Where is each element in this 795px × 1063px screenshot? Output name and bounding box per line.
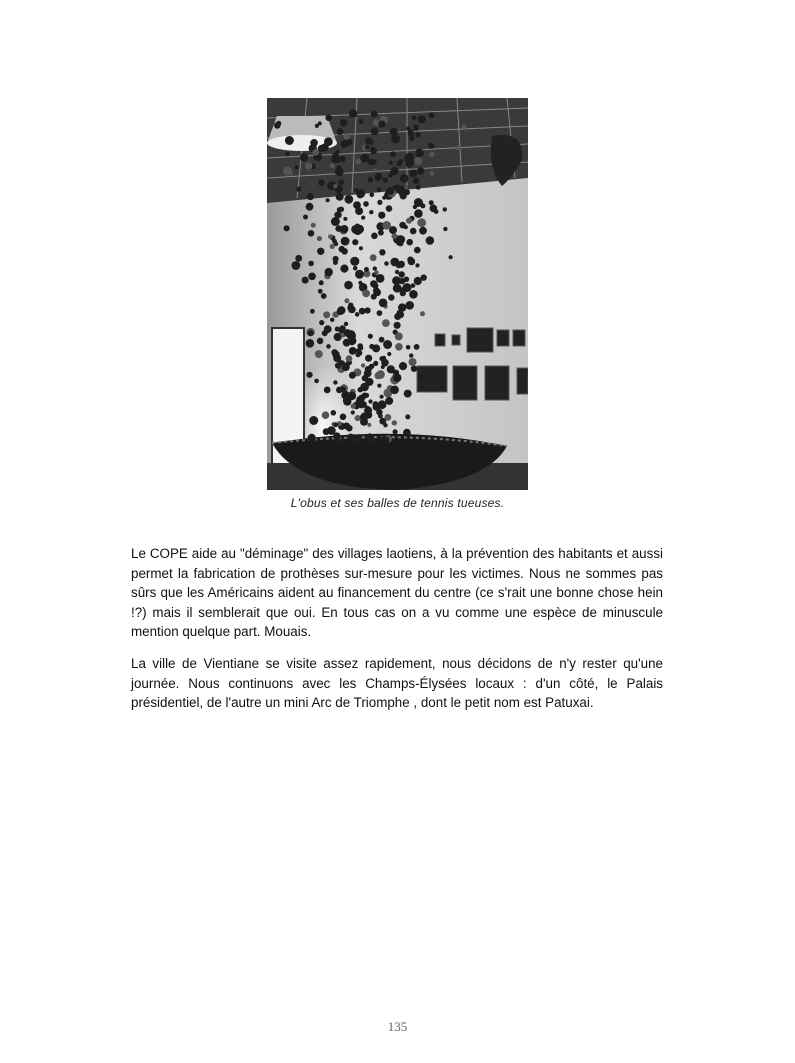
photo-icon: [267, 98, 528, 490]
paragraph: La ville de Vientiane se visite assez rapidement, nous décidons de n'y rester qu'une journée. Nous continuons avec les Champs-Élysées locaux : d'un côté, le Palais présidentiel, de l'autre un mini Arc de Triomphe , dont le petit nom est Patuxai.: [131, 655, 663, 711]
figure-caption: L'obus et ses balles de tennis tueuses.: [290, 496, 505, 510]
exhibit-photo: [267, 98, 528, 490]
page-number: 135: [387, 1019, 408, 1034]
paragraph: Le COPE aide au "déminage" des villages laotiens, à la prévention des habitants et aussi permet la fabrication de prothèses sur-mesure pour les victimes. Nous ne sommes pas sûrs que les Américains aident au financement du centre (ce s'rait une bonne chose hein !?) mais il semblerait que oui. En tous cas on a vu comme une espèce de minuscule mention quelque part. Mouais.: [131, 546, 663, 640]
article-body: [131, 544, 663, 725]
